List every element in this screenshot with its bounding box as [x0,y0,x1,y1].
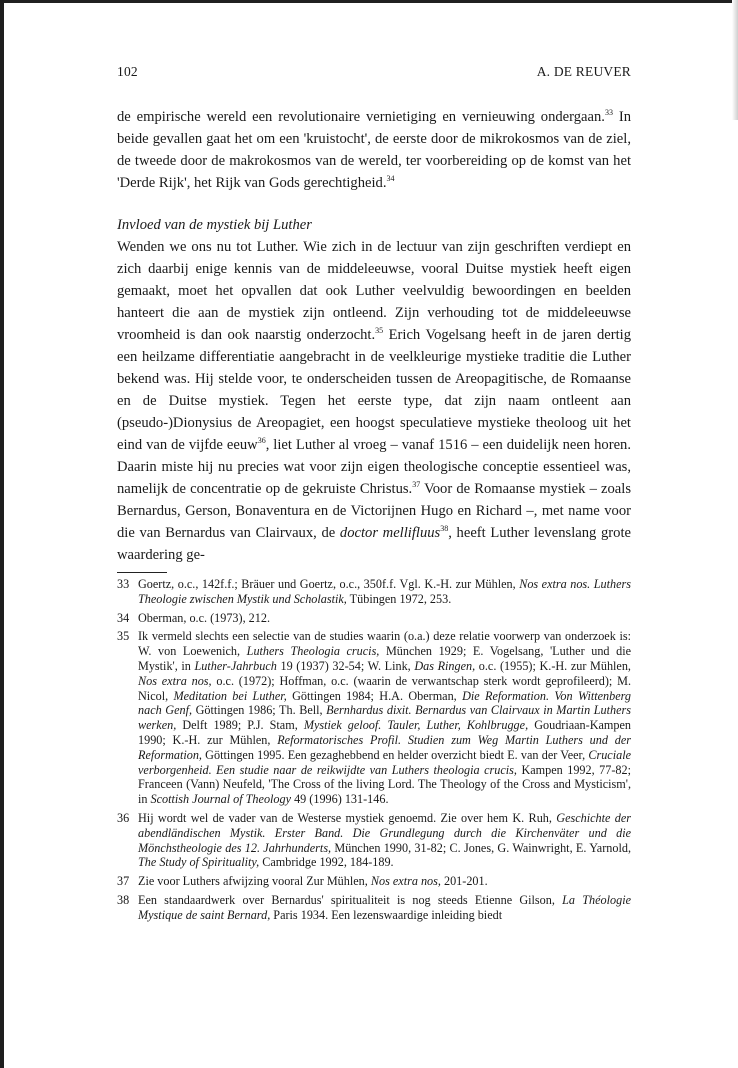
running-title: A. DE REUVER [536,64,631,79]
footnote-35 [117,629,631,807]
footnote-33 [117,577,631,607]
footnote-number: 38 [117,892,130,907]
footnote-ref-36: 36 [257,436,266,446]
paragraph-2-text-c: , liet Luther al vroeg – vanaf 1516 – een duidelijk neen horen. Daarin miste hij nu precies wat voor zijn eigen theologische conceptie essentieel was, namelijk de concentratie op de gekruiste Christus. [117,437,631,497]
footnote-34 [117,611,631,626]
footnote-text: Zie voor Luthers afwijzing vooral Zur Mühlen, Nos extra nos, 201-201. [138,874,488,889]
footnote-text: Goertz, o.c., 142f.f.; Bräuer und Goertz, o.c., 350f.f. Vgl. K.-H. zur Mühlen, Nos extra nos. Luthers Theologie zwischen Mystik und Scholastik, Tübingen 1972, 253. [138,577,631,606]
footnote-ref-38: 38 [440,524,449,534]
footnote-ref-35: 35 [375,326,384,336]
paragraph-1-text: de empirische wereld een revolutionaire vernietiging en vernieuwing ondergaan. [117,109,605,125]
footnote-text: Ik vermeld slechts een selectie van de studies waarin (o.a.) deze relatie voorwerp van onderzoek is: W. von Loewenich, Luthers Theologia crucis, München 1929; E. Vogelsang, 'Luther und die Mystik', in Luther-Jahrbuch 19 (1937) 32-54; W. Link, Das Ringen, o.c. (1955); K.-H. zur Mühlen, Nos extra nos, o.c. (1972); Hoffman, o.c. (waarin de verwantschap sterk wordt geprofileerd); M. Nicol, Meditation bei Luther, Göttingen 1984; H.A. Oberman, Die Reformation. Von Wittenberg nach Genf, Göttingen 1986; Th. Bell, Bernhardus dixit. Bernardus van Clairvaux in Martin Luthers werken, Delft 1989; P.J. Stam, Mystiek geloof. Tauler, Luther, Kohlbrugge, Goudriaan-Kampen 1990; K.-H. zur Mühlen, Reformatorisches Profil. Studien zum Weg Martin Luthers und der Reformation, Göttingen 1995. Een gezaghebbend en helder overzicht biedt E. van der Veer, Cruciale verborgenheid. Een studie naar de reikwijdte van Luthers theologia crucis, Kampen 1992, 77-82; Franceen (Vann) Neufeld, 'The Cross of the living Lord. The Theology of the Cross and Mysticism', in Scottish Journal of Theology 49 (1996) 131-146. [138,629,632,807]
footnote-ref-37: 37 [412,480,421,490]
paragraph-1 [117,106,631,194]
footnote-37 [117,874,631,889]
paragraph-2-text-d: Voor de Romaanse mystiek – zoals Bernardus, Gerson, Bonaventura en de Victorijnen Hugo en Richard –, met name voor die van Bernardus van Clairvaux, de [117,481,631,541]
paragraph-2 [117,236,631,566]
paragraph-2-text-a: Wenden we ons nu tot Luther. Wie zich in de lectuur van zijn geschriften verdiept en zich daarbij enige kennis van de middeleeuwse, vooral Duitse mystiek heeft eigen gemaakt, moet het opvallen dat ook Luther veelvuldig bewoordingen en beelden hanteert die aan de mystiek zijn ontleend. Zijn verhouding tot de middeleeuwse vroomheid is dan ook naarstig onderzocht. [117,239,631,343]
doctor-mellifluus: doctor mellifluus [339,525,441,541]
paragraph-2-text-e: , heeft Luther levenslang grote waardering ge- [117,525,631,563]
footnote-number: 33 [117,577,130,591]
footnote-38 [117,893,631,923]
footnotes [117,577,631,923]
footnote-text: Hij wordt wel de vader van de Westerse mystiek genoemd. Zie over hem K. Ruh, Geschichte der abendländischen Mystik. Erster Band. Die Grundlegung durch die Kirchenväter und die Mönchstheologie des 12. Jahrhunderts, München 1990, 31-82; C. Jones, G. Wainwright, E. Yarnold, The Study of Spirituality, Cambridge 1992, 184-189. [138,810,632,870]
footnote-number: 34 [117,610,130,625]
running-head [117,64,631,86]
scan-shadow-right [732,0,738,120]
body-text [117,106,631,566]
paragraph-1-text-cont: In beide gevallen gaat het om een 'kruistocht', de eerste door de mikrokosmos van de ziel, de tweede door de makrokosmos van de wereld, ter voorbereiding op de komst van het 'Derde Rijk', het Rijk van Gods gerechtigheid. [117,109,631,191]
footnote-36 [117,811,631,870]
footnote-ref-34: 34 [386,174,395,184]
scan-border-top [0,0,738,3]
page-number: 102 [117,64,138,79]
footnote-text: Oberman, o.c. (1973), 212. [138,610,270,625]
scan-border-left [0,0,4,1068]
footnote-number: 35 [117,629,130,644]
paragraph-2-text-b: Erich Vogelsang heeft in de jaren dertig een heilzame differentiatie aangebracht in de veelkleurige mystieke traditie die Luther bekend was. Hij stelde voor, te onderscheiden tussen de Areopagitische, de Romaanse en de Duitse mystiek. Tegen het eerste type, dat zijn naam ontleent aan (pseudo-)Dionysius de Areopagiet, een hoogst speculatieve mystieke theoloog uit het eind van de vijfde eeuw [117,327,631,453]
footnote-ref-33: 33 [604,108,613,118]
footnote-number: 36 [117,810,130,825]
section-heading: Invloed van de mystiek bij Luther [117,217,312,233]
footnote-text: Een standaardwerk over Bernardus' spiritualiteit is nog steeds Etienne Gilson, La Théologie Mystique de saint Bernard, Paris 1934. Een lezenswaardige inleiding biedt [138,892,631,922]
footnote-number: 37 [117,874,130,889]
footnote-divider [117,572,167,573]
book-page [117,64,631,927]
